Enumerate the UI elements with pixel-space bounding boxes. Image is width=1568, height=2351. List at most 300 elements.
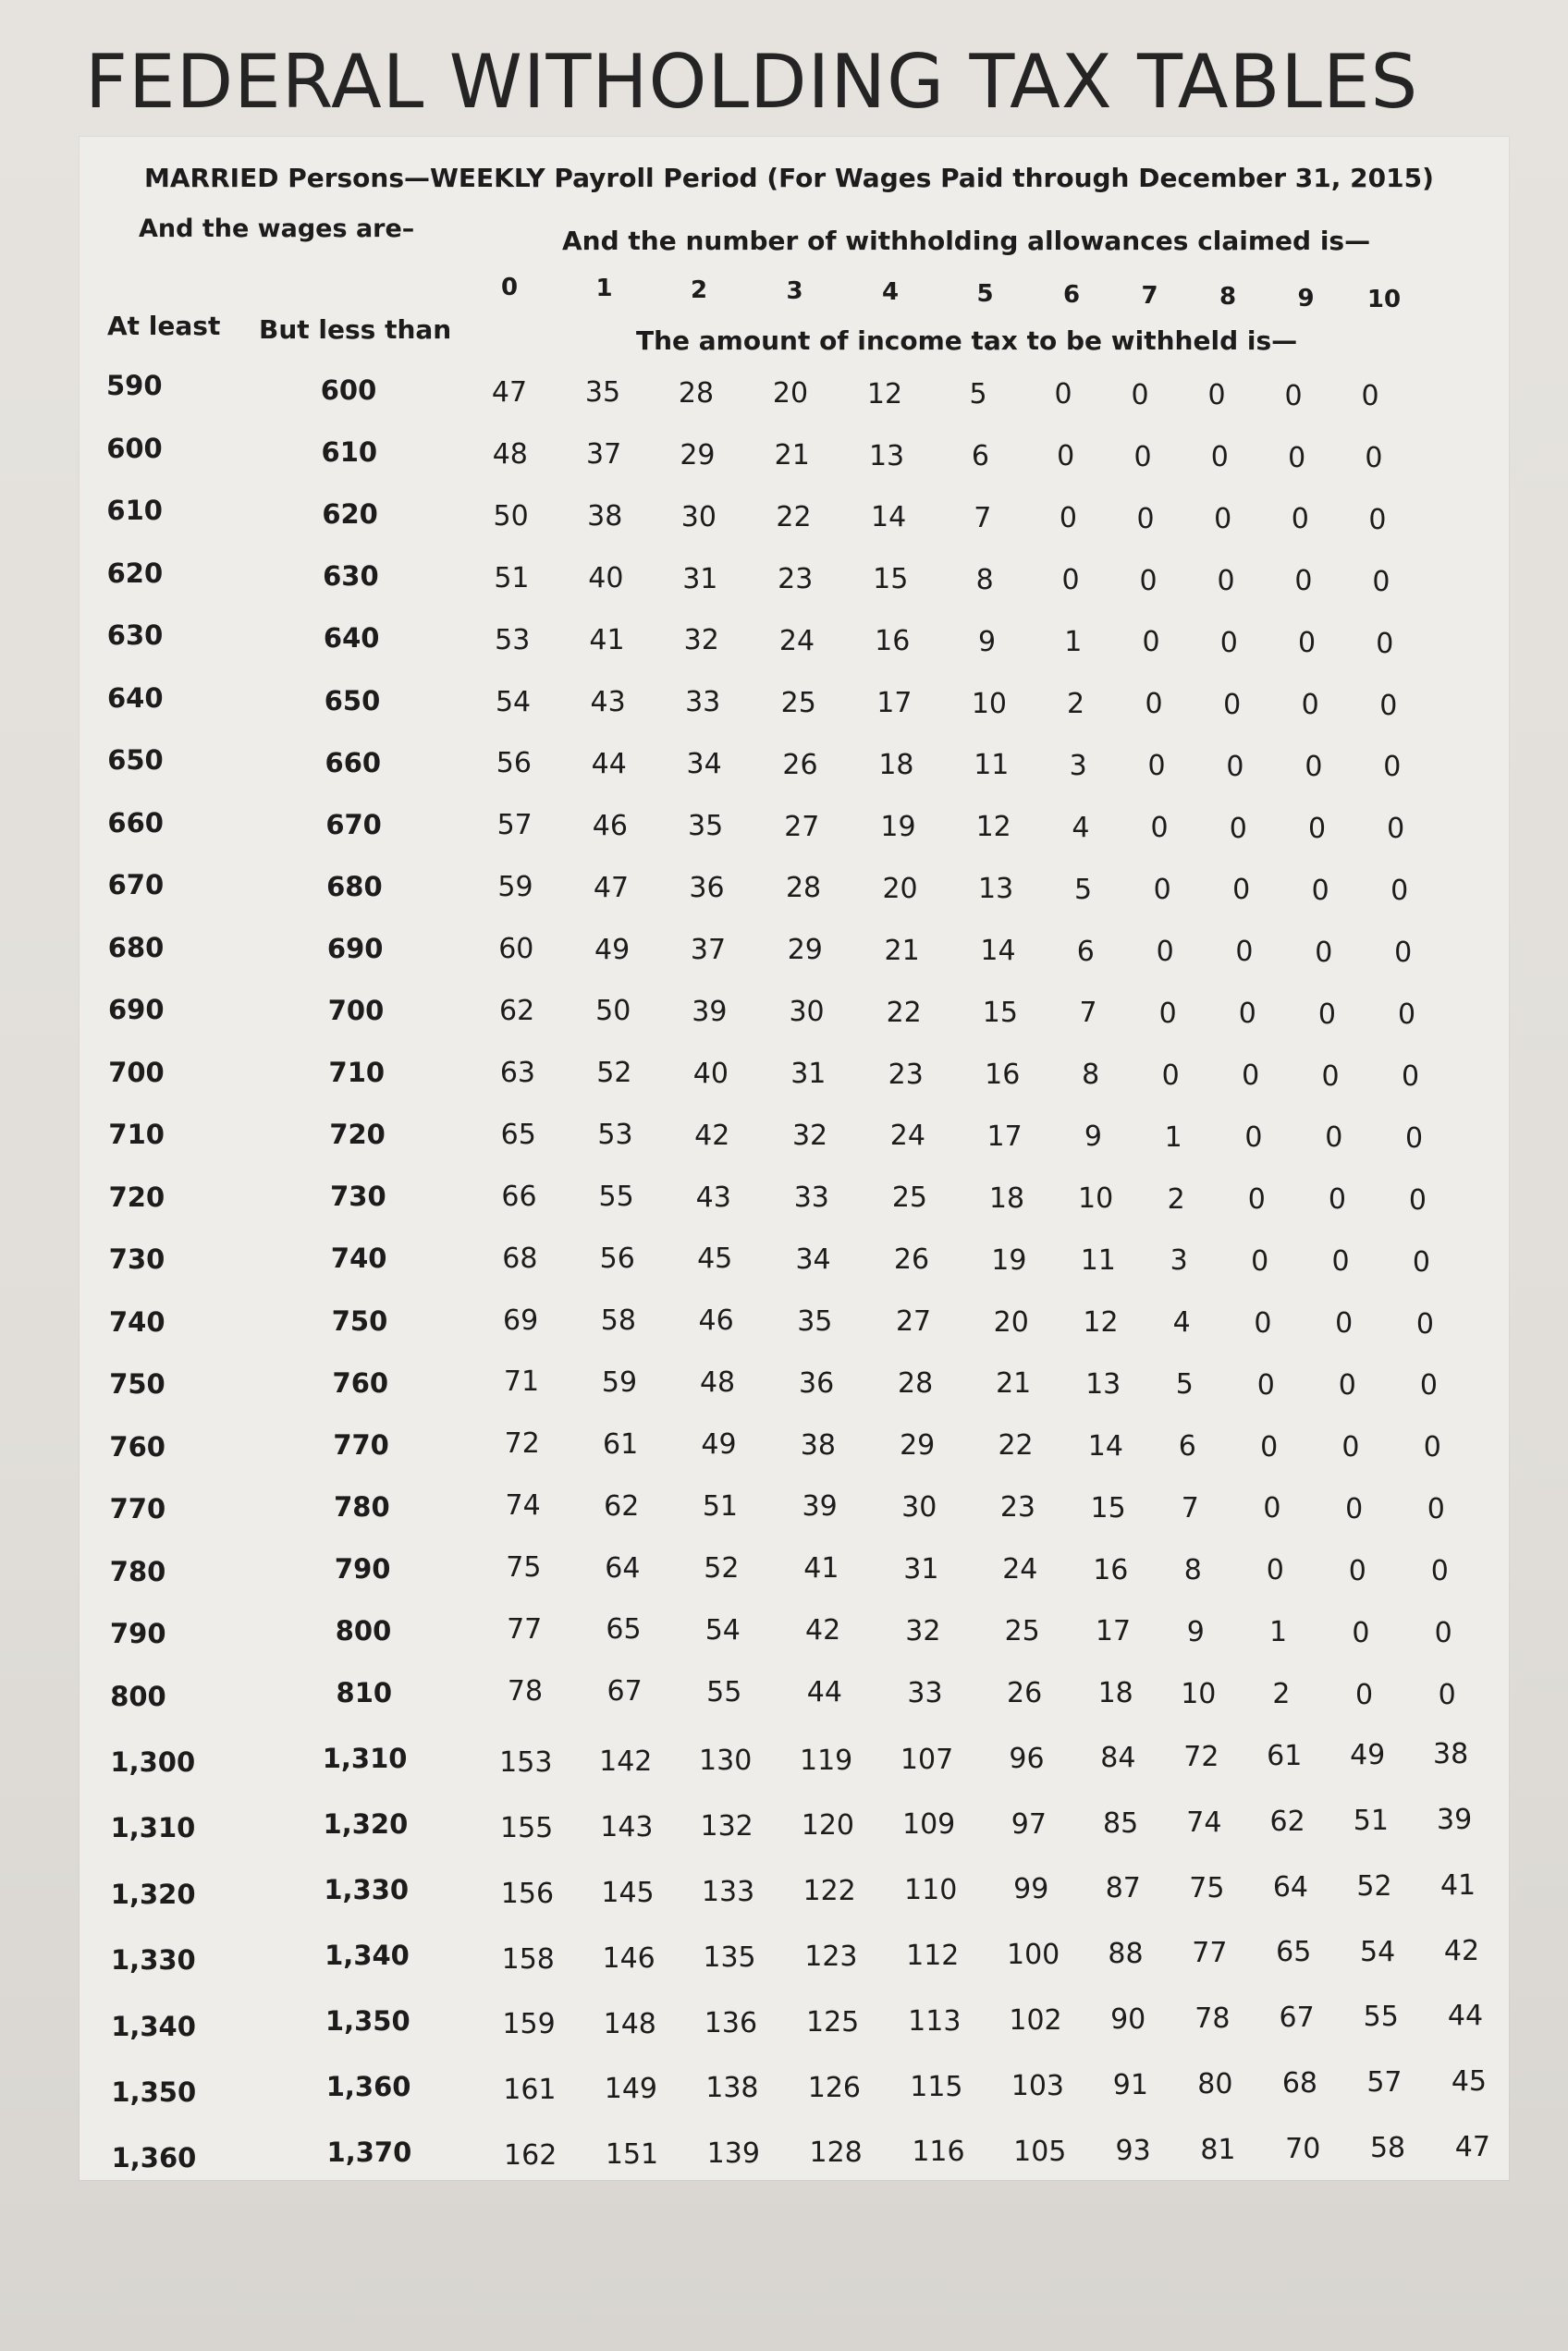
tax-value-cell: 0 (1294, 565, 1313, 598)
tax-value-cell: 28 (785, 872, 822, 905)
row-less-than: 730 (330, 1181, 386, 1213)
row-less-than: 690 (326, 932, 384, 964)
tax-value-cell: 39 (1436, 1804, 1473, 1836)
tax-value-cell: 81 (1200, 2133, 1236, 2166)
tax-value-cell: 17 (986, 1120, 1023, 1153)
tax-value-cell: 1 (1269, 1616, 1288, 1649)
row-at-least: 600 (106, 432, 163, 464)
tax-value-cell: 57 (496, 809, 533, 842)
tax-value-cell: 23 (999, 1491, 1036, 1524)
tax-value-cell: 0 (1390, 875, 1409, 908)
allowance-header-1: 1 (595, 275, 613, 303)
tax-value-cell: 14 (980, 935, 1016, 968)
tax-value-cell: 6 (1076, 935, 1095, 968)
tax-value-cell: 136 (704, 2006, 758, 2039)
tax-value-cell: 0 (1298, 627, 1317, 660)
tax-value-cell: 0 (1404, 1121, 1424, 1155)
tax-value-cell: 65 (500, 1118, 536, 1151)
tax-value-cell: 12 (975, 811, 1011, 844)
tax-value-cell: 93 (1115, 2134, 1151, 2167)
tax-value-cell: 7 (1181, 1492, 1199, 1524)
tax-value-cell: 25 (891, 1182, 927, 1215)
tax-value-cell: 0 (1365, 441, 1383, 474)
tax-value-cell: 70 (1285, 2132, 1321, 2165)
tax-value-cell: 0 (1142, 626, 1160, 659)
tax-value-cell: 55 (598, 1181, 634, 1214)
tax-value-cell: 26 (1006, 1676, 1043, 1709)
tax-value-cell: 13 (1085, 1367, 1121, 1401)
tax-value-cell: 62 (499, 995, 535, 1027)
tax-value-cell: 0 (1232, 874, 1251, 907)
tax-value-cell: 0 (1247, 1182, 1266, 1216)
tax-value-cell: 0 (1415, 1307, 1434, 1341)
tax-value-cell: 0 (1161, 1059, 1180, 1092)
tax-value-cell: 47 (491, 376, 528, 409)
tax-value-cell: 0 (1325, 1121, 1343, 1155)
tax-value-cell: 8 (1183, 1553, 1202, 1586)
tax-value-cell: 1 (1064, 626, 1083, 658)
tax-value-cell: 0 (1266, 1554, 1284, 1587)
tax-value-cell: 0 (1307, 812, 1327, 845)
tax-value-cell: 0 (1338, 1369, 1356, 1402)
tax-value-cell: 0 (1214, 503, 1232, 535)
tax-value-cell: 103 (1011, 2069, 1065, 2102)
tax-value-cell: 0 (1235, 936, 1254, 969)
tax-value-cell: 49 (1350, 1739, 1386, 1772)
tax-value-cell: 96 (1009, 1742, 1045, 1775)
row-less-than: 710 (328, 1057, 386, 1089)
tax-value-cell: 23 (778, 562, 814, 595)
tax-value-cell: 50 (493, 499, 529, 533)
tax-value-cell: 52 (596, 1057, 632, 1090)
tax-value-cell: 115 (910, 2070, 963, 2103)
tax-value-cell: 23 (888, 1058, 924, 1091)
row-at-least: 700 (108, 1056, 165, 1088)
tax-value-cell: 162 (504, 2139, 557, 2172)
tax-value-cell: 54 (495, 685, 532, 718)
tax-value-cell: 0 (1321, 1059, 1340, 1093)
tax-value-cell: 59 (497, 871, 533, 904)
tax-value-cell: 18 (878, 749, 914, 781)
tax-value-cell: 0 (1423, 1431, 1441, 1464)
tax-value-cell: 30 (789, 996, 825, 1029)
tax-value-cell: 12 (1083, 1305, 1119, 1339)
tax-value-cell: 151 (605, 2138, 659, 2172)
tax-value-cell: 55 (706, 1675, 742, 1708)
tax-value-cell: 32 (905, 1614, 941, 1647)
tax-value-cell: 0 (1150, 812, 1169, 845)
row-less-than: 1,320 (323, 1808, 409, 1841)
tax-value-cell: 0 (1254, 1306, 1272, 1340)
tax-value-cell: 0 (1260, 1430, 1279, 1463)
tax-value-cell: 67 (606, 1675, 643, 1708)
tax-value-cell: 69 (503, 1304, 539, 1337)
tax-value-cell: 133 (701, 1876, 755, 1908)
tax-value-cell: 0 (1291, 503, 1309, 536)
tax-value-cell: 12 (866, 377, 903, 410)
tax-value-cell: 22 (776, 501, 812, 533)
tax-value-cell: 119 (799, 1744, 853, 1777)
tax-value-cell: 13 (977, 873, 1014, 906)
tax-value-cell: 0 (1288, 441, 1306, 474)
tax-value-cell: 100 (1006, 1939, 1060, 1972)
tax-value-cell: 122 (802, 1875, 856, 1908)
tax-value-cell: 32 (683, 624, 719, 657)
tax-value-cell: 9 (1084, 1120, 1102, 1154)
tax-value-cell: 31 (790, 1058, 827, 1091)
tax-value-cell: 50 (595, 995, 631, 1028)
allowance-header-6: 6 (1062, 280, 1081, 309)
row-less-than: 660 (325, 746, 382, 778)
row-less-than: 740 (330, 1243, 387, 1275)
tax-value-cell: 20 (772, 377, 809, 410)
tax-value-cell: 0 (1153, 874, 1171, 906)
tax-value-cell: 53 (597, 1119, 633, 1152)
tax-value-cell: 19 (880, 810, 916, 843)
tax-value-cell: 53 (495, 623, 531, 656)
allowance-header-8: 8 (1219, 283, 1237, 312)
tax-value-cell: 6 (1178, 1430, 1196, 1463)
row-at-least: 1,340 (111, 2010, 196, 2042)
tax-value-cell: 38 (587, 500, 623, 533)
tax-value-cell: 17 (1095, 1615, 1132, 1648)
tax-value-cell: 125 (805, 2005, 860, 2039)
tax-value-cell: 51 (1353, 1804, 1389, 1837)
tax-value-cell: 22 (886, 996, 922, 1029)
tax-value-cell: 35 (797, 1304, 833, 1338)
tax-value-cell: 0 (1226, 750, 1244, 783)
tax-value-cell: 148 (603, 2007, 656, 2040)
wages-header: And the wages are– (139, 214, 415, 243)
tax-value-cell: 0 (1345, 1492, 1364, 1525)
tax-value-cell: 21 (884, 934, 920, 967)
tax-value-cell: 159 (502, 2008, 556, 2041)
tax-value-cell: 39 (802, 1490, 838, 1524)
tax-value-cell: 54 (704, 1613, 741, 1647)
tax-value-cell: 9 (977, 625, 997, 658)
tax-value-cell: 16 (875, 625, 911, 658)
tax-value-cell: 0 (1335, 1307, 1354, 1341)
tax-value-cell: 74 (505, 1489, 541, 1523)
tax-value-cell: 42 (694, 1119, 730, 1152)
tax-value-cell: 0 (1210, 441, 1229, 474)
tax-value-cell: 4 (1172, 1306, 1191, 1340)
row-at-least: 720 (108, 1181, 165, 1213)
tax-value-cell: 0 (1238, 998, 1256, 1031)
tax-value-cell: 61 (603, 1427, 639, 1461)
tax-value-cell: 47 (1454, 2131, 1490, 2163)
row-less-than: 650 (324, 684, 381, 716)
tax-value-cell: 0 (1061, 564, 1080, 597)
tax-value-cell: 28 (678, 376, 715, 410)
tax-value-cell: 0 (1398, 998, 1416, 1031)
tax-value-cell: 158 (501, 1942, 555, 1976)
tax-value-cell: 21 (996, 1367, 1032, 1401)
tax-value-cell: 71 (503, 1365, 540, 1399)
row-less-than: 800 (335, 1615, 392, 1647)
tax-value-cell: 14 (1087, 1429, 1123, 1463)
tax-value-cell: 0 (1412, 1245, 1430, 1279)
tax-value-cell: 45 (697, 1243, 733, 1276)
tax-value-cell: 0 (1147, 750, 1166, 783)
tax-value-cell: 0 (1219, 626, 1238, 659)
row-less-than: 610 (321, 436, 378, 469)
tax-value-cell: 11 (974, 749, 1010, 782)
tax-value-cell: 33 (907, 1676, 943, 1709)
tax-value-cell: 153 (499, 1746, 553, 1780)
tax-value-cell: 24 (778, 624, 815, 657)
tax-value-cell: 0 (1354, 1678, 1374, 1711)
tax-value-cell: 40 (588, 562, 624, 595)
tax-value-cell: 56 (599, 1243, 635, 1275)
tax-value-cell: 1 (1164, 1120, 1182, 1154)
tax-value-cell: 29 (787, 934, 823, 967)
tax-value-cell: 56 (496, 747, 532, 780)
tax-value-cell: 13 (868, 439, 905, 472)
tax-value-cell: 0 (1284, 379, 1303, 412)
row-less-than: 600 (320, 374, 377, 406)
tax-value-cell: 6 (971, 439, 989, 472)
tax-value-cell: 75 (1189, 1871, 1225, 1904)
tax-value-cell: 28 (898, 1367, 934, 1400)
row-less-than: 770 (333, 1428, 389, 1461)
tax-value-cell: 18 (1097, 1677, 1133, 1710)
allowance-header-4: 4 (881, 278, 900, 307)
allowance-header-9: 9 (1297, 284, 1315, 312)
row-at-least: 800 (110, 1680, 166, 1712)
tax-value-cell: 49 (594, 933, 631, 966)
tax-value-cell: 0 (1368, 503, 1387, 536)
tax-value-cell: 24 (1002, 1553, 1038, 1586)
tax-value-cell: 0 (1383, 751, 1402, 784)
row-less-than: 620 (322, 498, 378, 531)
tax-value-cell: 16 (1093, 1553, 1129, 1586)
tax-value-cell: 88 (1108, 1938, 1144, 1971)
row-less-than: 1,360 (325, 2071, 411, 2103)
tax-value-cell: 0 (1054, 378, 1072, 411)
table-subtitle: MARRIED Persons—WEEKLY Payroll Period (For Wages Paid through December 31, 2015) (144, 163, 1434, 193)
tax-value-cell: 49 (701, 1428, 737, 1462)
tax-value-cell: 97 (1011, 1807, 1047, 1841)
row-less-than: 640 (323, 622, 380, 655)
tax-value-cell: 7 (974, 501, 992, 534)
tax-value-cell: 0 (1256, 1368, 1275, 1402)
tax-value-cell: 33 (793, 1181, 829, 1214)
tax-value-cell: 0 (1348, 1554, 1366, 1587)
tax-value-cell: 58 (1369, 2131, 1406, 2164)
tax-value-cell: 31 (903, 1552, 939, 1586)
tax-value-cell: 78 (1194, 2002, 1231, 2036)
row-at-least: 1,300 (110, 1745, 196, 1778)
tax-value-cell: 59 (601, 1365, 638, 1399)
tax-value-cell: 35 (584, 376, 621, 410)
tax-value-cell: 0 (1229, 812, 1247, 845)
tax-value-cell: 0 (1387, 813, 1405, 846)
row-less-than: 780 (334, 1490, 390, 1523)
tax-value-cell: 105 (1013, 2135, 1067, 2168)
tax-value-cell: 41 (803, 1552, 839, 1586)
row-at-least: 740 (109, 1305, 165, 1338)
tax-value-cell: 0 (1131, 378, 1149, 411)
allowance-header-7: 7 (1141, 282, 1158, 311)
tax-value-cell: 18 (988, 1182, 1025, 1215)
tax-value-cell: 99 (1013, 1873, 1049, 1906)
tax-value-cell: 5 (1175, 1368, 1194, 1402)
tax-value-cell: 156 (500, 1877, 555, 1910)
tax-value-cell: 46 (592, 809, 628, 842)
row-at-least: 1,310 (110, 1812, 196, 1844)
allowance-header-0: 0 (500, 274, 519, 301)
tax-value-cell: 11 (1080, 1244, 1116, 1277)
tax-value-cell: 113 (908, 2004, 962, 2038)
tax-value-cell: 10 (1078, 1182, 1114, 1216)
row-at-least: 790 (110, 1618, 166, 1649)
tax-value-cell: 47 (593, 871, 630, 904)
tax-value-cell: 2 (1272, 1678, 1291, 1711)
tax-value-cell: 41 (1439, 1868, 1476, 1902)
tax-value-cell: 10 (1181, 1677, 1217, 1710)
tax-value-cell: 0 (1328, 1183, 1346, 1217)
row-at-least: 710 (108, 1119, 165, 1150)
row-less-than: 630 (323, 560, 379, 593)
tax-value-cell: 65 (1276, 1936, 1312, 1969)
row-at-least: 750 (109, 1368, 165, 1400)
tax-value-cell: 30 (680, 500, 717, 533)
tax-value-cell: 55 (1363, 2001, 1399, 2034)
tax-value-cell: 68 (502, 1242, 538, 1275)
tax-value-cell: 8 (1082, 1059, 1100, 1092)
tax-value-cell: 31 (682, 562, 718, 595)
tax-value-cell: 44 (591, 747, 627, 780)
tax-value-cell: 4 (1072, 811, 1090, 844)
tax-value-cell: 32 (791, 1120, 828, 1152)
tax-value-cell: 58 (600, 1304, 636, 1337)
tax-value-cell: 0 (1156, 935, 1174, 968)
tax-value-cell: 128 (809, 2137, 863, 2170)
tax-value-cell: 35 (687, 810, 724, 843)
tax-value-cell: 44 (806, 1676, 842, 1709)
tax-value-cell: 37 (690, 933, 727, 966)
tax-value-cell: 61 (1267, 1740, 1303, 1772)
tax-value-cell: 91 (1112, 2068, 1148, 2101)
tax-value-cell: 27 (895, 1305, 932, 1339)
tax-value-cell: 142 (599, 1745, 653, 1779)
tax-value-cell: 84 (1100, 1741, 1136, 1774)
tax-value-cell: 51 (494, 561, 530, 594)
tax-value-cell: 41 (589, 624, 625, 656)
row-less-than: 700 (327, 995, 385, 1026)
row-less-than: 750 (331, 1304, 388, 1337)
tax-value-cell: 65 (606, 1613, 642, 1647)
tax-value-cell: 0 (1133, 440, 1152, 473)
tax-value-cell: 135 (703, 1941, 756, 1974)
row-at-least: 650 (107, 744, 164, 776)
tax-value-cell: 0 (1352, 1616, 1370, 1649)
tax-value-cell: 0 (1242, 1059, 1260, 1093)
tax-value-cell: 155 (499, 1812, 554, 1844)
tax-value-cell: 74 (1186, 1806, 1222, 1839)
tax-value-cell: 9 (1186, 1615, 1205, 1648)
tax-value-cell: 0 (1059, 502, 1077, 535)
tax-value-cell: 46 (698, 1304, 734, 1338)
tax-value-cell: 87 (1105, 1872, 1141, 1905)
tax-value-cell: 68 (1281, 2067, 1317, 2100)
tax-value-cell: 15 (873, 563, 909, 596)
row-at-least: 610 (106, 495, 163, 526)
tax-value-cell: 63 (499, 1056, 535, 1089)
tax-value-cell: 52 (704, 1551, 740, 1585)
tax-value-cell: 67 (1279, 2002, 1315, 2035)
tax-value-cell: 5 (969, 378, 987, 410)
row-at-least: 620 (106, 557, 164, 589)
tax-value-cell: 77 (507, 1613, 543, 1646)
allowances-header: And the number of withholding allowances claimed is— (562, 226, 1371, 256)
tax-value-cell: 48 (699, 1366, 736, 1400)
tax-value-cell: 0 (1372, 565, 1390, 598)
tax-value-cell: 78 (507, 1674, 544, 1708)
tax-value-cell: 77 (1192, 1937, 1228, 1970)
row-less-than: 760 (332, 1366, 389, 1399)
tax-value-cell: 51 (702, 1490, 738, 1523)
tax-value-cell: 19 (991, 1243, 1027, 1277)
tax-value-cell: 102 (1009, 2003, 1062, 2037)
tax-value-cell: 0 (1315, 936, 1333, 969)
tax-value-cell: 29 (900, 1428, 936, 1462)
tax-value-cell: 15 (982, 997, 1018, 1029)
tax-value-cell: 0 (1139, 564, 1158, 597)
tax-value-cell: 72 (504, 1427, 540, 1461)
row-less-than: 790 (334, 1552, 391, 1585)
tax-value-cell: 0 (1263, 1492, 1281, 1525)
row-less-than: 1,340 (325, 1940, 410, 1972)
tax-value-cell: 38 (1433, 1738, 1469, 1771)
tax-value-cell: 120 (801, 1809, 854, 1843)
row-less-than: 1,330 (324, 1874, 410, 1906)
row-at-least: 1,350 (111, 2075, 197, 2108)
tax-value-cell: 145 (601, 1876, 655, 1909)
tax-value-cell: 0 (1158, 997, 1177, 1030)
tax-value-cell: 0 (1341, 1430, 1360, 1463)
tax-value-cell: 16 (985, 1058, 1021, 1091)
row-at-least: 770 (109, 1493, 166, 1524)
row-less-than: 720 (329, 1119, 386, 1151)
tax-value-cell: 64 (605, 1551, 641, 1585)
tax-value-cell: 0 (1394, 937, 1413, 970)
tax-value-cell: 29 (680, 438, 716, 471)
tax-value-cell: 17 (876, 687, 913, 720)
row-at-least: 780 (109, 1555, 166, 1587)
tax-value-cell: 5 (1074, 873, 1093, 906)
tax-value-cell: 20 (882, 872, 918, 905)
tax-value-cell: 30 (901, 1490, 937, 1524)
tax-value-cell: 0 (1057, 440, 1075, 473)
tax-value-cell: 25 (1004, 1615, 1040, 1647)
row-at-least: 660 (107, 806, 164, 839)
tax-value-cell: 54 (1360, 1935, 1396, 1968)
tax-value-cell: 34 (686, 748, 722, 781)
tax-value-cell: 0 (1361, 380, 1379, 412)
tax-value-cell: 45 (1451, 2065, 1487, 2099)
tax-value-cell: 112 (906, 1940, 960, 1972)
page-title: FEDERAL WITHOLDING TAX TABLES (85, 39, 1419, 125)
tax-value-cell: 3 (1069, 749, 1087, 782)
tax-value-cell: 57 (1366, 2066, 1403, 2100)
tax-value-cell: 22 (998, 1429, 1034, 1463)
row-less-than: 670 (325, 808, 382, 840)
tax-value-cell: 36 (798, 1366, 835, 1400)
tax-value-cell: 0 (1376, 627, 1394, 660)
tax-value-cell: 15 (1090, 1491, 1126, 1524)
